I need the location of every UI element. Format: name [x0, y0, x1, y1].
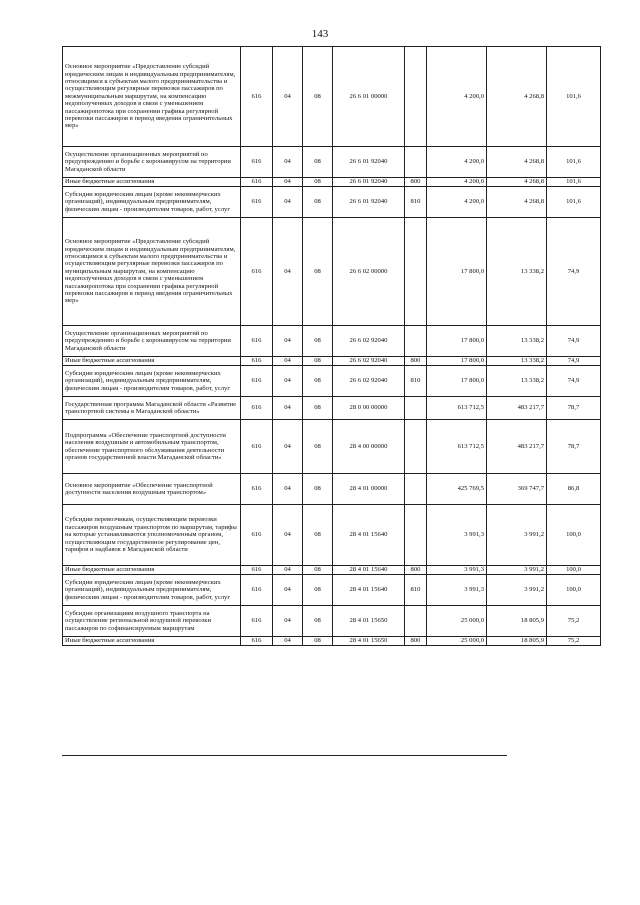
ministry-code: 616 — [241, 178, 273, 187]
table-row — [63, 218, 601, 326]
target-article-code: 26 6 02 92040 — [333, 357, 405, 366]
row-name: Субсидии юридическим лицам (кроме некоммерческих организаций), индивидуальным предпринимателям, физическим лицам - производителям товаров, работ, услуг — [63, 187, 241, 218]
section-code: 04 — [273, 474, 303, 505]
footer-rule — [62, 755, 507, 756]
subsection-code: 08 — [303, 566, 333, 575]
section-code: 04 — [273, 147, 303, 178]
section-code: 04 — [273, 505, 303, 566]
planned-amount: 3 991,3 — [427, 566, 487, 575]
table-row — [63, 47, 601, 147]
execution-percent: 78,7 — [547, 397, 601, 420]
ministry-code: 616 — [241, 357, 273, 366]
planned-amount: 25 000,0 — [427, 637, 487, 646]
subsection-code: 08 — [303, 187, 333, 218]
planned-amount: 25 000,0 — [427, 606, 487, 637]
target-article-code: 26 6 01 92040 — [333, 187, 405, 218]
ministry-code: 616 — [241, 218, 273, 326]
target-article-code: 26 6 02 00000 — [333, 218, 405, 326]
execution-percent: 78,7 — [547, 420, 601, 474]
row-name: Основное мероприятие «Предоставление субсидий юридическим лицам и индивидуальным предпринимателям, относящимся к субъектам малого предпринимательства и осуществляющим регулярные перевозки пассажиров по межмуниципальным маршрутам, на компенсацию недополученных доходов в связи с уменьшением пассажиропотока при сохранении графика регулярной перевозки пассажиров в период введения ограничительных мер» — [63, 47, 241, 147]
execution-percent: 101,6 — [547, 47, 601, 147]
expense-kind-code: 800 — [405, 637, 427, 646]
row-name: Иные бюджетные ассигнования — [63, 178, 241, 187]
expense-kind-code — [405, 397, 427, 420]
actual-amount: 18 805,9 — [487, 637, 547, 646]
table-row — [63, 326, 601, 357]
expense-kind-code — [405, 326, 427, 357]
expense-kind-code — [405, 147, 427, 178]
ministry-code: 616 — [241, 366, 273, 397]
execution-percent: 74,9 — [547, 357, 601, 366]
execution-percent: 100,0 — [547, 505, 601, 566]
row-name: Осуществление организационных мероприятий по предупреждению и борьбе с коронавирусом на территории Магаданской области — [63, 326, 241, 357]
ministry-code: 616 — [241, 187, 273, 218]
table-row — [63, 366, 601, 397]
row-name: Подпрограмма «Обеспечение транспортной доступности населения воздушным и автомобильным транспортом, обеспечение транспортного обслуживания деятельности органов государственной власти Магаданской области» — [63, 420, 241, 474]
table-row — [63, 397, 601, 420]
planned-amount: 3 991,3 — [427, 505, 487, 566]
expense-kind-code — [405, 47, 427, 147]
ministry-code: 616 — [241, 606, 273, 637]
actual-amount: 369 747,7 — [487, 474, 547, 505]
planned-amount: 613 712,5 — [427, 420, 487, 474]
subsection-code: 08 — [303, 606, 333, 637]
actual-amount: 4 268,8 — [487, 147, 547, 178]
budget-execution-table — [62, 46, 601, 646]
target-article-code: 26 6 02 92040 — [333, 326, 405, 357]
ministry-code: 616 — [241, 420, 273, 474]
target-article-code: 28 4 01 15650 — [333, 637, 405, 646]
execution-percent: 75,2 — [547, 637, 601, 646]
execution-percent: 75,2 — [547, 606, 601, 637]
row-name: Субсидии юридическим лицам (кроме некоммерческих организаций), индивидуальным предпринимателям, физическим лицам - производителям товаров, работ, услуг — [63, 575, 241, 606]
actual-amount: 483 217,7 — [487, 397, 547, 420]
row-name: Государственная программа Магаданской области «Развитие транспортной системы в Магаданской области» — [63, 397, 241, 420]
row-name: Субсидии юридическим лицам (кроме некоммерческих организаций), индивидуальным предпринимателям, физическим лицам - производителям товаров, работ, услуг — [63, 366, 241, 397]
section-code: 04 — [273, 366, 303, 397]
section-code: 04 — [273, 420, 303, 474]
section-code: 04 — [273, 187, 303, 218]
ministry-code: 616 — [241, 566, 273, 575]
row-name: Основное мероприятие «Предоставление субсидий юридическим лицам и индивидуальным предпринимателям, относящимся к субъектам малого предпринимательства и осуществляющим регулярные перевозки пассажиров по муниципальным маршрутам, на компенсацию недополученных доходов в связи с уменьшением пассажиропотока при сохранении графика регулярной перевозки пассажиров в период введения ограничительных мер» — [63, 218, 241, 326]
planned-amount: 17 800,0 — [427, 357, 487, 366]
table-row — [63, 420, 601, 474]
row-name: Иные бюджетные ассигнования — [63, 637, 241, 646]
section-code: 04 — [273, 637, 303, 646]
planned-amount: 17 800,0 — [427, 366, 487, 397]
expense-kind-code: 800 — [405, 357, 427, 366]
expense-kind-code: 800 — [405, 566, 427, 575]
row-name: Иные бюджетные ассигнования — [63, 566, 241, 575]
table-body — [63, 47, 601, 646]
ministry-code: 616 — [241, 505, 273, 566]
execution-percent: 86,8 — [547, 474, 601, 505]
page-number: 143 — [311, 28, 329, 40]
planned-amount: 613 712,5 — [427, 397, 487, 420]
target-article-code: 28 4 01 15640 — [333, 575, 405, 606]
subsection-code: 08 — [303, 575, 333, 606]
target-article-code: 26 6 02 92040 — [333, 366, 405, 397]
table-row — [63, 178, 601, 187]
execution-percent: 74,9 — [547, 366, 601, 397]
table-row — [63, 474, 601, 505]
subsection-code: 08 — [303, 474, 333, 505]
expense-kind-code — [405, 474, 427, 505]
ministry-code: 616 — [241, 47, 273, 147]
target-article-code: 28 4 01 15640 — [333, 505, 405, 566]
subsection-code: 08 — [303, 178, 333, 187]
section-code: 04 — [273, 178, 303, 187]
row-name: Основное мероприятие «Обеспечение транспортной доступности населения воздушным транспортом» — [63, 474, 241, 505]
actual-amount: 4 268,8 — [487, 187, 547, 218]
execution-percent: 101,6 — [547, 187, 601, 218]
expense-kind-code: 800 — [405, 178, 427, 187]
target-article-code: 28 4 01 15650 — [333, 606, 405, 637]
target-article-code: 28 4 00 00000 — [333, 420, 405, 474]
section-code: 04 — [273, 397, 303, 420]
ministry-code: 616 — [241, 147, 273, 178]
execution-percent: 100,0 — [547, 575, 601, 606]
row-name: Иные бюджетные ассигнования — [63, 357, 241, 366]
planned-amount: 3 991,3 — [427, 575, 487, 606]
subsection-code: 08 — [303, 47, 333, 147]
table-row — [63, 187, 601, 218]
expense-kind-code: 810 — [405, 575, 427, 606]
table-row — [63, 505, 601, 566]
expense-kind-code — [405, 420, 427, 474]
actual-amount: 483 217,7 — [487, 420, 547, 474]
execution-percent: 101,6 — [547, 147, 601, 178]
section-code: 04 — [273, 357, 303, 366]
row-name: Субсидии организациям воздушного транспорта на осуществление региональной воздушной перевозки пассажиров по софинансируемым маршрутам — [63, 606, 241, 637]
actual-amount: 4 268,8 — [487, 47, 547, 147]
table-row — [63, 357, 601, 366]
planned-amount: 4 200,0 — [427, 147, 487, 178]
actual-amount: 18 805,9 — [487, 606, 547, 637]
section-code: 04 — [273, 566, 303, 575]
table-row — [63, 575, 601, 606]
planned-amount: 425 769,5 — [427, 474, 487, 505]
table-row — [63, 606, 601, 637]
subsection-code: 08 — [303, 147, 333, 178]
row-name: Субсидии перевозчикам, осуществляющим перевозки пассажиров воздушным транспортом по маршрутам, тарифы на которые устанавливаются уполномоченным органом, осуществляющим государственное регулирование цен, тарифов и надбавок в Магаданской области — [63, 505, 241, 566]
section-code: 04 — [273, 326, 303, 357]
ministry-code: 616 — [241, 637, 273, 646]
actual-amount: 13 338,2 — [487, 326, 547, 357]
actual-amount: 13 338,2 — [487, 357, 547, 366]
subsection-code: 08 — [303, 505, 333, 566]
subsection-code: 08 — [303, 326, 333, 357]
section-code: 04 — [273, 218, 303, 326]
target-article-code: 28 4 01 15640 — [333, 566, 405, 575]
expense-kind-code: 810 — [405, 366, 427, 397]
actual-amount: 13 338,2 — [487, 366, 547, 397]
execution-percent: 100,0 — [547, 566, 601, 575]
expense-kind-code — [405, 218, 427, 326]
target-article-code: 26 6 01 92040 — [333, 178, 405, 187]
target-article-code: 26 6 01 00000 — [333, 47, 405, 147]
planned-amount: 4 200,0 — [427, 187, 487, 218]
section-code: 04 — [273, 606, 303, 637]
actual-amount: 13 338,2 — [487, 218, 547, 326]
expense-kind-code: 810 — [405, 187, 427, 218]
table-row — [63, 566, 601, 575]
target-article-code: 28 0 00 00000 — [333, 397, 405, 420]
expense-kind-code — [405, 505, 427, 566]
expense-kind-code — [405, 606, 427, 637]
execution-percent: 74,9 — [547, 218, 601, 326]
row-name: Осуществление организационных мероприятий по предупреждению и борьбе с коронавирусом на территории Магаданской области — [63, 147, 241, 178]
planned-amount: 17 800,0 — [427, 326, 487, 357]
subsection-code: 08 — [303, 637, 333, 646]
subsection-code: 08 — [303, 357, 333, 366]
planned-amount: 4 200,0 — [427, 178, 487, 187]
section-code: 04 — [273, 47, 303, 147]
section-code: 04 — [273, 575, 303, 606]
ministry-code: 616 — [241, 474, 273, 505]
actual-amount: 3 991,2 — [487, 505, 547, 566]
ministry-code: 616 — [241, 326, 273, 357]
planned-amount: 17 800,0 — [427, 218, 487, 326]
ministry-code: 616 — [241, 575, 273, 606]
table-row — [63, 147, 601, 178]
execution-percent: 74,9 — [547, 326, 601, 357]
actual-amount: 4 268,8 — [487, 178, 547, 187]
subsection-code: 08 — [303, 218, 333, 326]
actual-amount: 3 991,2 — [487, 575, 547, 606]
actual-amount: 3 991,2 — [487, 566, 547, 575]
table-row — [63, 637, 601, 646]
subsection-code: 08 — [303, 397, 333, 420]
subsection-code: 08 — [303, 366, 333, 397]
execution-percent: 101,6 — [547, 178, 601, 187]
target-article-code: 28 4 01 00000 — [333, 474, 405, 505]
subsection-code: 08 — [303, 420, 333, 474]
target-article-code: 26 6 01 92040 — [333, 147, 405, 178]
planned-amount: 4 200,0 — [427, 47, 487, 147]
ministry-code: 616 — [241, 397, 273, 420]
